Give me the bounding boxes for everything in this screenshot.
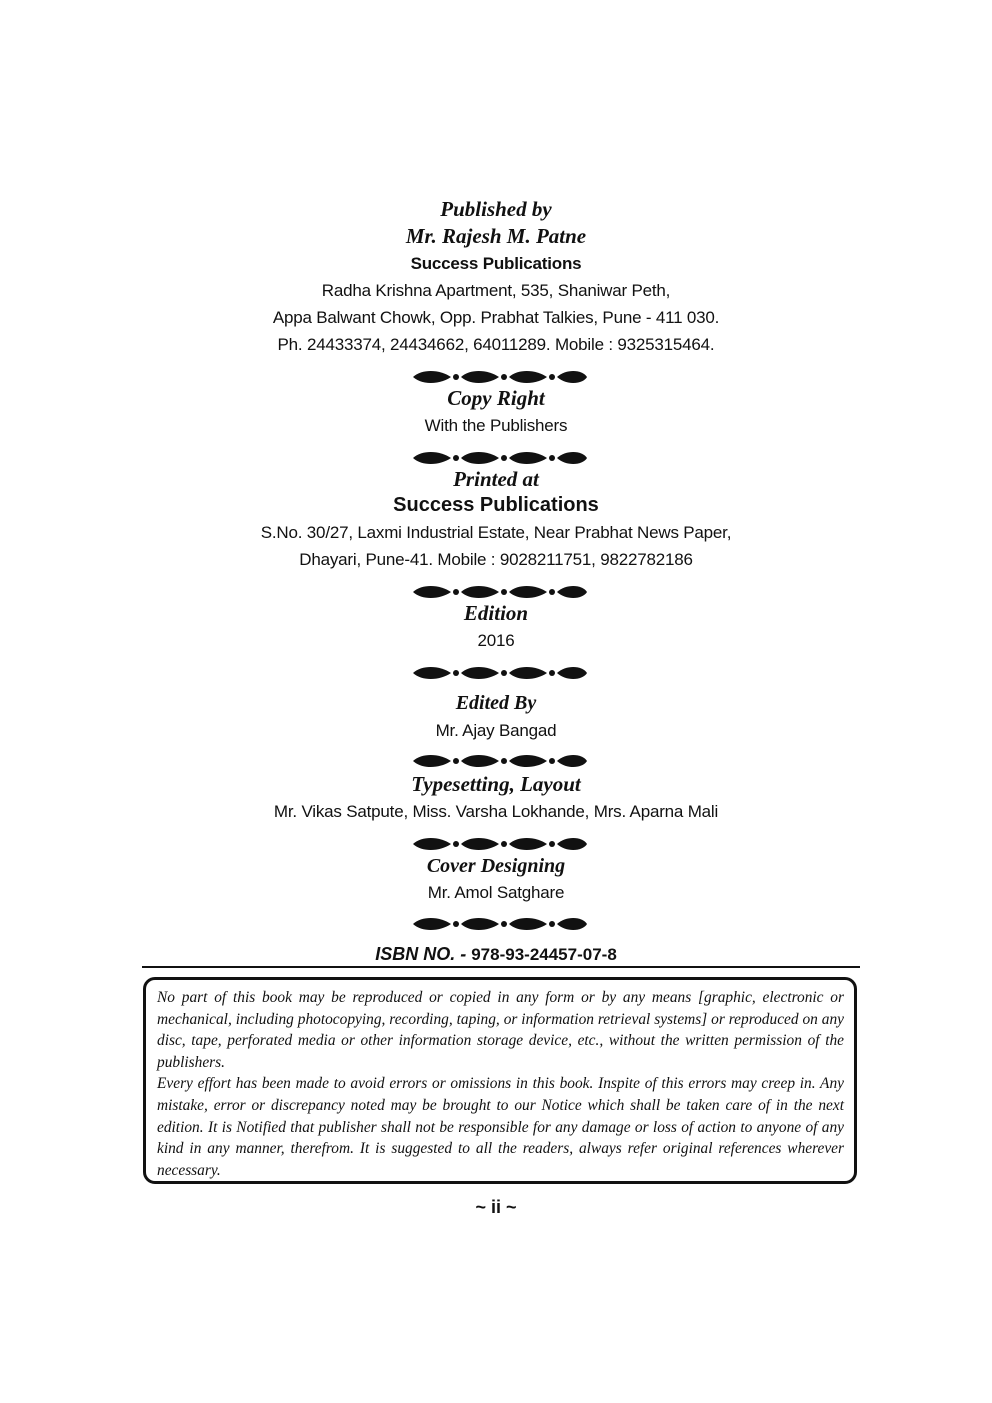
- edition-year: 2016: [477, 631, 515, 650]
- isbn-label: ISBN NO. -: [375, 944, 472, 964]
- typesetting-names: Mr. Vikas Satpute, Miss. Varsha Lokhande, Mrs. Aparna Mali: [273, 802, 719, 821]
- edited-heading: Edited By: [455, 692, 537, 714]
- divider-rule: [142, 966, 860, 968]
- cover-heading: Cover Designing: [426, 855, 566, 877]
- printer-address-line-1: S.No. 30/27, Laxmi Industrial Estate, Near Prabhat News Paper,: [260, 523, 732, 542]
- cover-designer-name: Mr. Amol Satghare: [427, 883, 565, 902]
- disclaimer-paragraph-1: No part of this book may be reproduced or copied in any form or by any means [graphic, electronic or mechanical, including photocopying, recording, taping, or information retrieval systems] or reproduced on any disc, tape, perforated media or other information storage device, etc., without the written permission of the publishers.: [157, 989, 844, 1071]
- publisher-company: Success Publications: [410, 254, 582, 273]
- ornament-divider-icon: [411, 584, 589, 600]
- publisher-phone: Ph. 24433374, 24434662, 64011289. Mobile : 9325315464.: [277, 335, 715, 354]
- ornament-divider-icon: [411, 450, 589, 466]
- publisher-name: Mr. Rajesh M. Patne: [405, 224, 587, 248]
- isbn-line: [0, 944, 992, 965]
- publisher-address-line-2: Appa Balwant Chowk, Opp. Prabhat Talkies, Pune - 411 030.: [272, 308, 720, 327]
- ornament-divider-icon: [411, 836, 589, 852]
- ornament-divider-icon: [411, 369, 589, 385]
- publisher-address-line-1: Radha Krishna Apartment, 535, Shaniwar Peth,: [321, 281, 671, 300]
- printed-heading: Printed at: [453, 467, 539, 491]
- page-number: ~ ii ~: [475, 1197, 517, 1217]
- ornament-divider-icon: [411, 753, 589, 769]
- published-heading: Published by: [440, 197, 552, 221]
- disclaimer-paragraph-2: Every effort has been made to avoid errors or omissions in this book. Inspite of this errors may creep in. Any mistake, error or discrepancy noted may be brought to our Notice which shall be taken care of in the next edition. It is Notified that publisher shall not be responsible for any damage or loss of action to anyone of any kind in any manner, therefrom. It is suggested to all the readers, always refer original references wherever necessary.: [157, 1075, 844, 1179]
- printer-company: Success Publications: [393, 494, 599, 516]
- isbn-number: 978-93-24457-07-8: [471, 945, 617, 964]
- printer-address-line-2: Dhayari, Pune-41. Mobile : 9028211751, 9822782186: [299, 550, 693, 569]
- copyright-heading: Copy Right: [447, 386, 545, 410]
- disclaimer-box: [143, 977, 857, 1184]
- edition-heading: Edition: [463, 601, 529, 625]
- ornament-divider-icon: [411, 916, 589, 932]
- editor-name: Mr. Ajay Bangad: [435, 721, 557, 740]
- copyright-text: With the Publishers: [424, 416, 568, 435]
- ornament-divider-icon: [411, 665, 589, 681]
- typesetting-heading: Typesetting, Layout: [411, 772, 581, 796]
